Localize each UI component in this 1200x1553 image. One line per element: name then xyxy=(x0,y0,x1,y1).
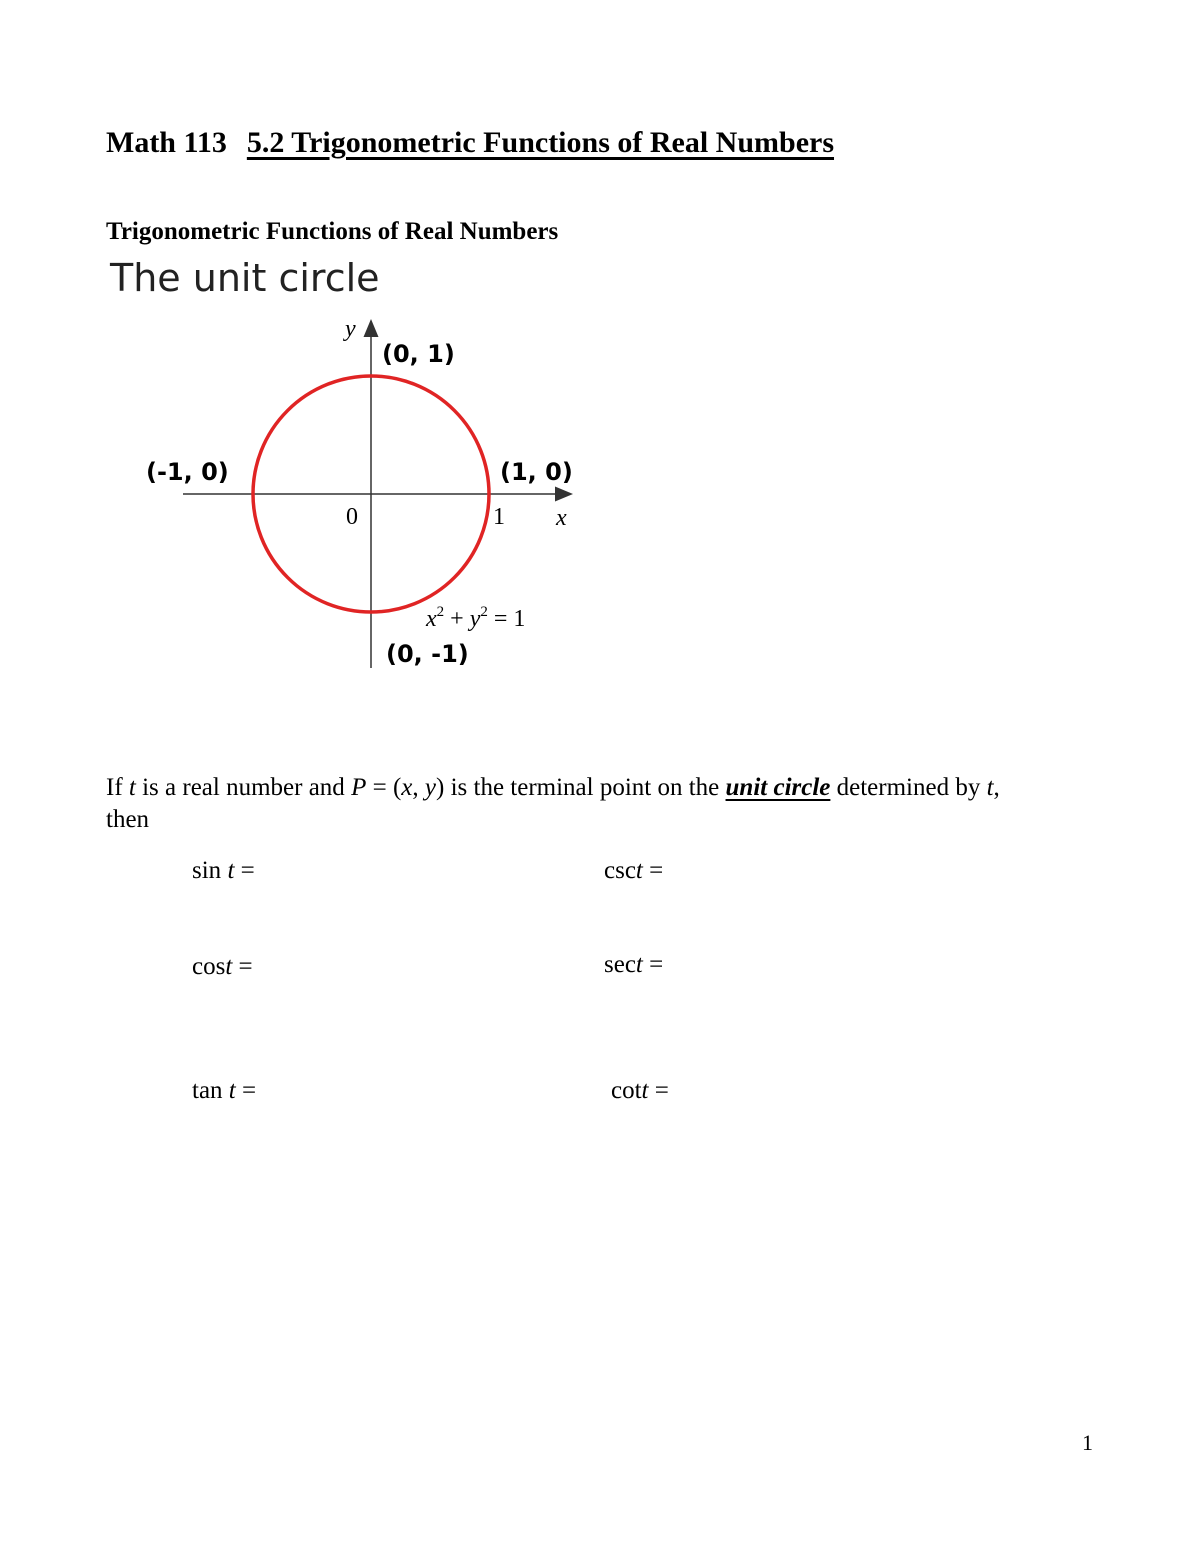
x-axis-label: x xyxy=(556,505,567,531)
figure-caption: The unit circle xyxy=(110,256,380,300)
origin-label: 0 xyxy=(346,504,358,530)
page-title xyxy=(106,126,834,160)
cos-definition: cost = xyxy=(192,953,253,980)
circle-equation: $x^2 + y^2 = 1$ xyxy=(426,604,526,632)
section-topic: 5.2 Trigonometric Functions of Real Numbers xyxy=(246,126,835,159)
tan-definition: tan t = xyxy=(192,1077,257,1104)
point-label-top: (0, 1) xyxy=(382,340,455,368)
point-label-right: (1, 0) xyxy=(500,458,573,486)
y-axis-label: y xyxy=(345,316,356,342)
section-heading: Trigonometric Functions of Real Numbers xyxy=(106,218,559,245)
csc-definition: csct = xyxy=(604,857,664,884)
x-tick-label: 1 xyxy=(493,504,505,530)
definition-paragraph: If t is a real number and P = (x, y) is the terminal point on the unit circle determined by t, then xyxy=(106,774,1000,833)
course-code: Math 113 xyxy=(106,126,227,159)
page-number: 1 xyxy=(1082,1430,1093,1455)
sin-definition: sin t = xyxy=(192,857,255,884)
sec-definition: sect = xyxy=(604,951,664,978)
cot-definition: cott = xyxy=(611,1077,669,1104)
point-label-bottom: (0, -1) xyxy=(386,640,469,668)
unit-circle-diagram xyxy=(0,300,700,680)
unit-circle-term: unit circle xyxy=(725,774,831,801)
point-label-left: (-1, 0) xyxy=(146,458,229,486)
